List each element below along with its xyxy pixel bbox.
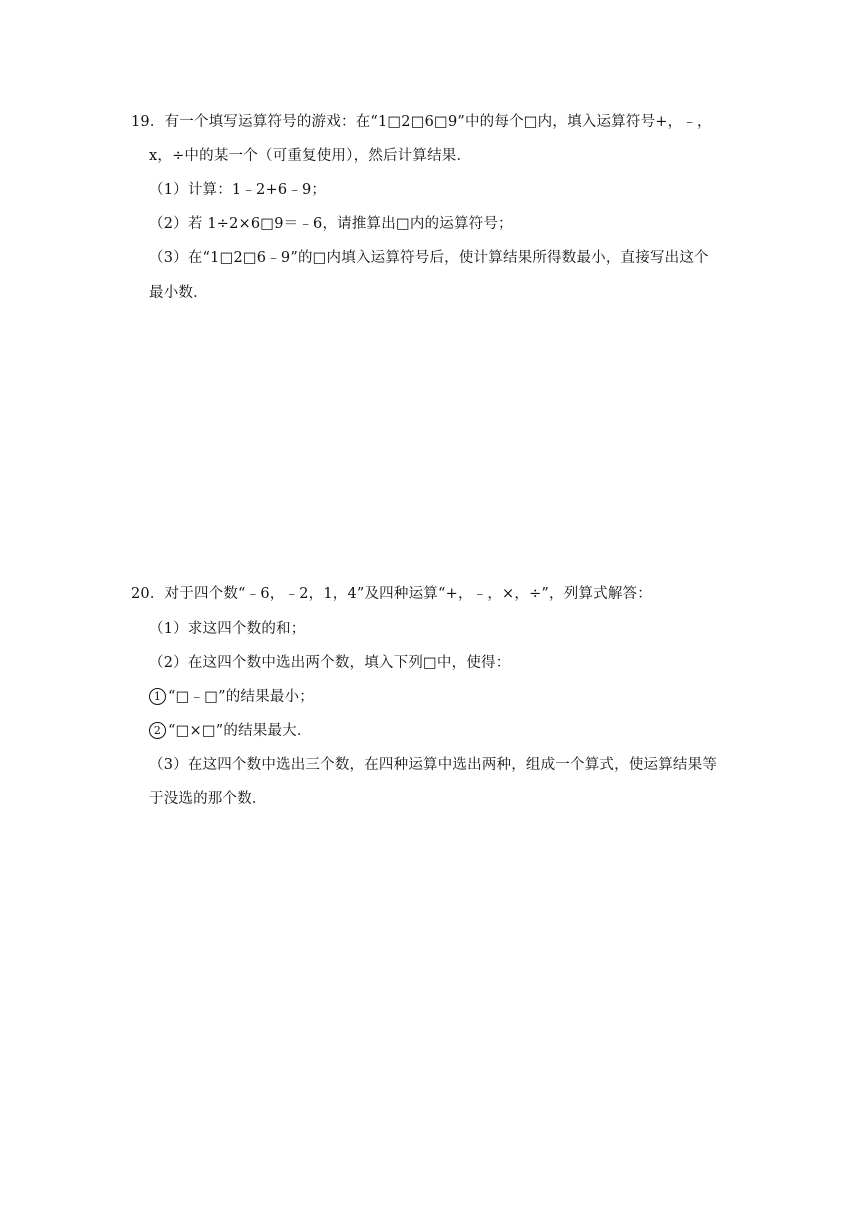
question-20-part-2-item-1-text: “□﹣□”的结果最小； bbox=[168, 689, 314, 705]
question-20-part-2: （2）在这四个数中选出两个数，填入下列□中，使得： bbox=[149, 655, 511, 671]
circled-number-1: 1 bbox=[149, 688, 166, 705]
question-20-part-3-line-2: 于没选的那个数． bbox=[149, 791, 267, 807]
question-20-part-2-item-1 bbox=[149, 687, 314, 707]
question-20-part-3-line-1: （3）在这四个数中选出三个数，在四种运算中选出两种，组成一个算式，使运算结果等 bbox=[149, 757, 718, 773]
question-20-stem: 20．对于四个数“﹣6，﹣2，1，4”及四种运算“+，﹣，×，÷”，列算式解答： bbox=[131, 586, 652, 602]
question-20-part-2-item-2 bbox=[149, 721, 312, 741]
question-19-part-3-line-2: 最小数． bbox=[149, 285, 208, 301]
question-19-part-2: （2）若 1÷2×6□9＝﹣6，请推算出□内的运算符号； bbox=[149, 216, 513, 232]
question-19-part-3-line-1: （3）在“1□2□6﹣9”的□内填入运算符号后，使计算结果所得数最小，直接写出这个 bbox=[149, 250, 709, 266]
question-20-part-1: （1）求这四个数的和； bbox=[149, 621, 306, 637]
question-19-stem-line-1: 19．有一个填写运算符号的游戏：在“1□2□6□9”中的每个□内，填入运算符号+，﹣， bbox=[131, 114, 712, 130]
question-20-part-2-item-2-text: “□×□”的结果最大． bbox=[168, 723, 312, 739]
question-19-part-1: （1）计算：1﹣2+6﹣9； bbox=[149, 182, 327, 198]
circled-number-2: 2 bbox=[149, 722, 166, 739]
question-19-stem-line-2: x，÷中的某一个（可重复使用），然后计算结果． bbox=[149, 148, 472, 164]
